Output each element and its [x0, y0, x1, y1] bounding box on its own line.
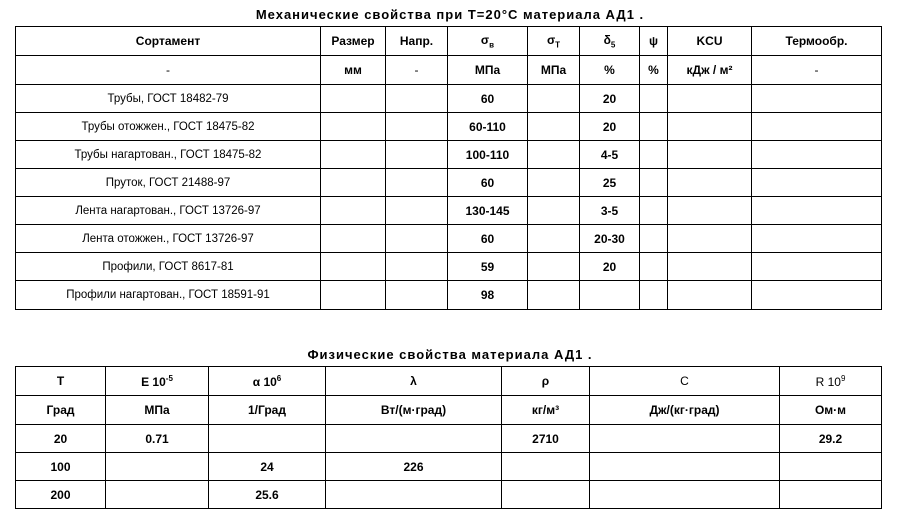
sigma-b-value: 100-110	[448, 141, 528, 169]
unit-cell: МПа	[106, 396, 209, 425]
delta5-value: 20-30	[580, 225, 640, 253]
delta5-value: 25	[580, 169, 640, 197]
cell	[502, 453, 590, 481]
cell: 24	[209, 453, 326, 481]
table-row	[16, 169, 882, 197]
header-kcu: KCU	[668, 27, 752, 56]
cell	[326, 481, 502, 509]
header-rho: ρ	[502, 367, 590, 396]
unit-cell: МПа	[448, 56, 528, 85]
cell: 100	[16, 453, 106, 481]
table-row	[16, 281, 882, 310]
header-c: C	[590, 367, 780, 396]
table-row	[16, 197, 882, 225]
header-size: Размер	[321, 27, 386, 56]
physical-properties-title: Физические свойства материала АД1 .	[307, 347, 593, 362]
table-row	[16, 453, 882, 481]
unit-cell: -	[386, 56, 448, 85]
cell: 29.2	[780, 425, 882, 453]
cell	[590, 425, 780, 453]
delta5-value: 20	[580, 113, 640, 141]
unit-cell: Дж/(кг·град)	[590, 396, 780, 425]
unit-cell: %	[640, 56, 668, 85]
sigma-b-value: 60	[448, 169, 528, 197]
header-delta5: $\delta_5$	[580, 27, 640, 56]
table-row	[16, 141, 882, 169]
sigma-b-value: 59	[448, 253, 528, 281]
header-sortament: Сортамент	[16, 27, 321, 56]
delta5-value: 20	[580, 253, 640, 281]
unit-cell: -	[752, 56, 882, 85]
sigma-b-value: 60	[448, 225, 528, 253]
cell	[590, 453, 780, 481]
header-alpha: α $10^6$	[209, 367, 326, 396]
row-name: Лента нагартован., ГОСТ 13726-97	[16, 197, 321, 225]
unit-cell: кг/м³	[502, 396, 590, 425]
cell: 20	[16, 425, 106, 453]
header-row	[16, 367, 882, 396]
header-sigma-t: $\sigma_T$	[528, 27, 580, 56]
header-direction: Напр.	[386, 27, 448, 56]
table-row	[16, 113, 882, 141]
row-name: Трубы нагартован., ГОСТ 18475-82	[16, 141, 321, 169]
delta5-value: 20	[580, 85, 640, 113]
header-r: R $10^9$	[780, 367, 882, 396]
row-name: Пруток, ГОСТ 21488-97	[16, 169, 321, 197]
header-heat-treatment: Термообр.	[752, 27, 882, 56]
unit-cell: 1/Град	[209, 396, 326, 425]
cell	[780, 481, 882, 509]
header-psi: ψ	[640, 27, 668, 56]
unit-cell: -	[16, 56, 321, 85]
unit-cell: Ом·м	[780, 396, 882, 425]
cell: 200	[16, 481, 106, 509]
header-lambda: λ	[326, 367, 502, 396]
cell	[502, 481, 590, 509]
cell: 226	[326, 453, 502, 481]
table-row	[16, 225, 882, 253]
cell	[780, 453, 882, 481]
header-row	[16, 27, 882, 56]
row-name: Профили, ГОСТ 8617-81	[16, 253, 321, 281]
mechanical-properties-title: Механические свойства при Т=20°C материала АД1 .	[255, 7, 645, 22]
sigma-b-value: 60-110	[448, 113, 528, 141]
delta5-value: 3-5	[580, 197, 640, 225]
cell	[106, 481, 209, 509]
row-name: Трубы, ГОСТ 18482-79	[16, 85, 321, 113]
table-row	[16, 425, 882, 453]
unit-cell: МПа	[528, 56, 580, 85]
delta5-value	[580, 281, 640, 310]
sigma-b-value: 130-145	[448, 197, 528, 225]
cell: 0.71	[106, 425, 209, 453]
cell	[106, 453, 209, 481]
mechanical-properties-table	[15, 26, 882, 310]
units-row	[16, 56, 882, 85]
header-e: E $10^{-5}$	[106, 367, 209, 396]
cell	[326, 425, 502, 453]
physical-properties-table	[15, 366, 882, 509]
sigma-b-value: 60	[448, 85, 528, 113]
units-row	[16, 396, 882, 425]
table-row	[16, 253, 882, 281]
row-name: Лента отожжен., ГОСТ 13726-97	[16, 225, 321, 253]
unit-cell: кДж / м²	[668, 56, 752, 85]
unit-cell: Вт/(м·град)	[326, 396, 502, 425]
table-row	[16, 85, 882, 113]
row-name: Профили нагартован., ГОСТ 18591-91	[16, 281, 321, 310]
header-sigma-b: $\sigma_в$	[448, 27, 528, 56]
unit-cell: Град	[16, 396, 106, 425]
cell: 2710	[502, 425, 590, 453]
cell	[209, 425, 326, 453]
unit-cell: %	[580, 56, 640, 85]
table-row	[16, 481, 882, 509]
header-t: T	[16, 367, 106, 396]
unit-cell: мм	[321, 56, 386, 85]
cell	[590, 481, 780, 509]
delta5-value: 4-5	[580, 141, 640, 169]
sigma-b-value: 98	[448, 281, 528, 310]
row-name: Трубы отожжен., ГОСТ 18475-82	[16, 113, 321, 141]
cell: 25.6	[209, 481, 326, 509]
